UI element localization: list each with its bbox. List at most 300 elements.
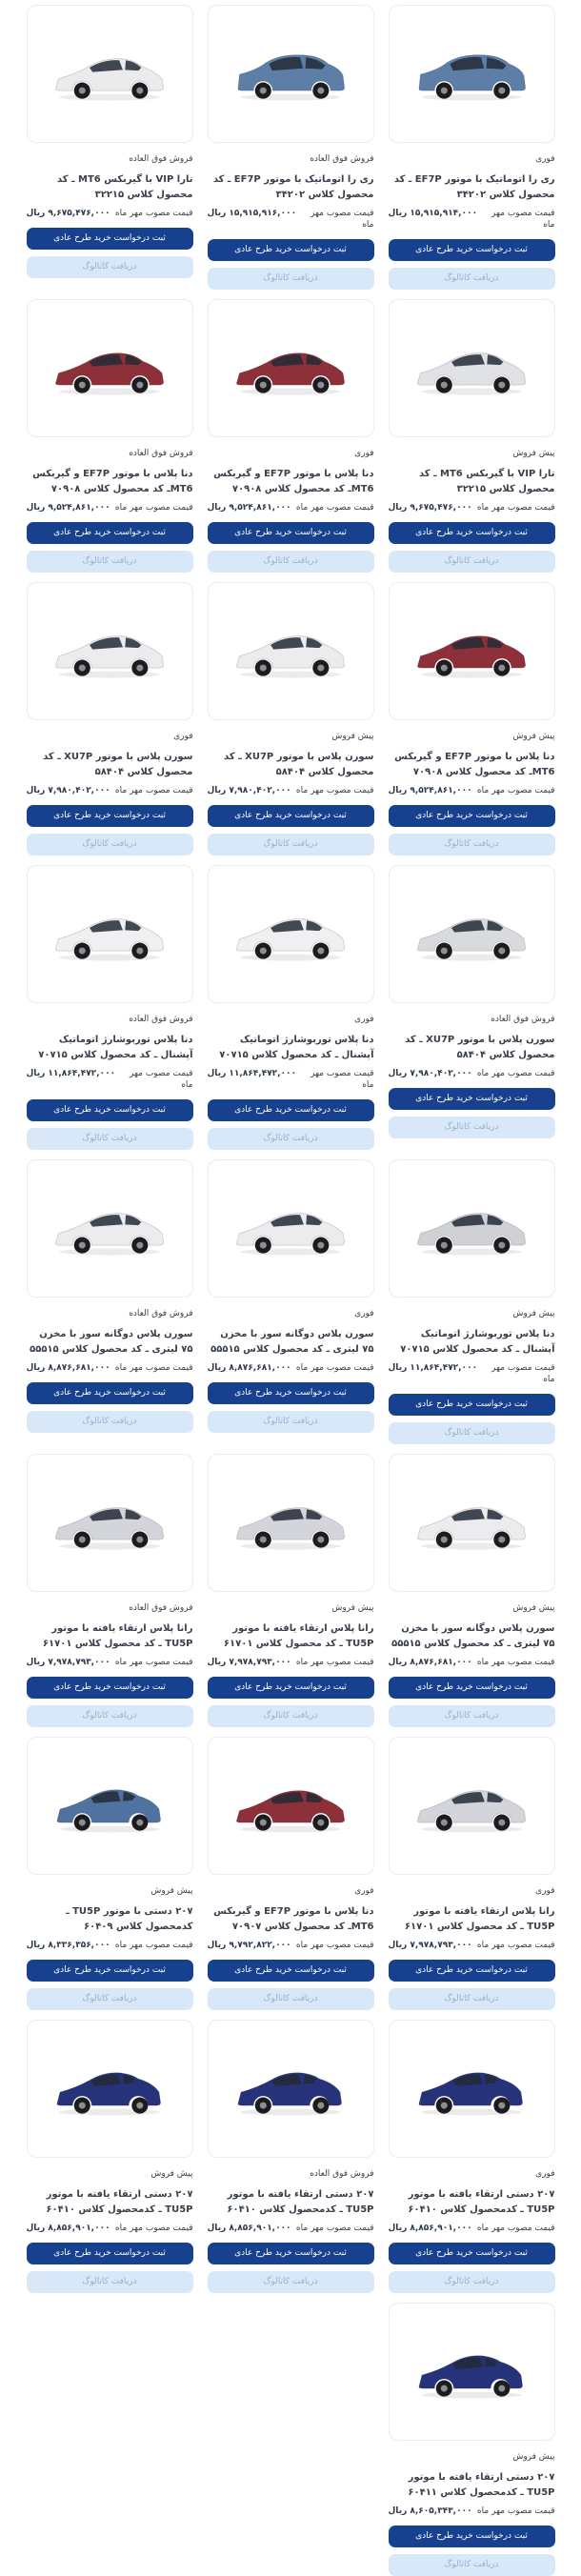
catalog-download-button[interactable]: دریافت کاتالوگ <box>27 1411 193 1433</box>
price-row <box>208 1940 374 1951</box>
car-wheel-front-hub <box>136 664 143 671</box>
car-wheel-front-hub <box>136 2102 143 2108</box>
car-wheel-rear-hub <box>260 381 267 388</box>
car-image <box>228 1197 353 1260</box>
product-card <box>389 1737 555 2010</box>
car-wheel-rear-hub <box>79 1536 86 1542</box>
car-wheel-rear-hub <box>260 1536 267 1542</box>
order-request-button[interactable]: ثبت درخواست خرید طرح عادی <box>208 1382 374 1404</box>
price-row <box>208 1068 374 1091</box>
price-value <box>27 208 110 219</box>
price-amount: ۱۱,۸۶۴,۴۷۲,۰۰۰ <box>410 1363 478 1373</box>
catalog-download-button[interactable]: دریافت کاتالوگ <box>208 834 374 855</box>
currency-label: ریال <box>26 1941 46 1950</box>
product-card <box>389 2020 555 2293</box>
car-wheel-rear-hub <box>441 381 448 388</box>
car-image <box>409 43 534 106</box>
catalog-download-button[interactable]: دریافت کاتالوگ <box>208 1988 374 2010</box>
price-value <box>389 785 472 796</box>
price-amount: ۱۱,۸۶۴,۴۷۲,۰۰۰ <box>48 1069 116 1078</box>
price-row <box>208 208 374 231</box>
currency-label: ریال <box>207 209 227 218</box>
product-title: ۲۰۷ دستی ارتقاء یافته با موتور TU5P ـ کدمحصول کلاس ۶۰۴۱۰ <box>408 2189 555 2215</box>
currency-label: ریال <box>26 1069 46 1078</box>
catalog-download-button[interactable]: دریافت کاتالوگ <box>208 2271 374 2293</box>
catalog-download-button[interactable]: دریافت کاتالوگ <box>389 2271 555 2293</box>
product-card <box>27 582 193 855</box>
price-row <box>389 502 555 513</box>
car-image <box>409 1492 534 1555</box>
catalog-download-button[interactable]: دریافت کاتالوگ <box>208 551 374 573</box>
price-row <box>27 502 193 513</box>
price-value <box>389 1362 478 1374</box>
catalog-download-button[interactable]: دریافت کاتالوگ <box>389 1988 555 2010</box>
order-request-button[interactable]: ثبت درخواست خرید طرح عادی <box>27 2243 193 2264</box>
car-image <box>47 2058 172 2121</box>
order-request-button[interactable]: ثبت درخواست خرید طرح عادی <box>208 805 374 827</box>
car-wheel-front-hub <box>498 381 505 388</box>
product-title: رانا پلاس ارتقاء یافته با موتور TU5P ـ کد محصول کلاس ۶۱۷۰۱ <box>404 1906 555 1932</box>
car-image <box>47 43 172 106</box>
car-image-box <box>208 1737 374 1875</box>
price-amount: ۹,۶۷۵,۴۷۶,۰۰۰ <box>48 209 110 218</box>
car-image-box <box>27 1737 193 1875</box>
car-wheel-front-hub <box>136 381 143 388</box>
car-image <box>228 1775 353 1838</box>
product-card <box>27 1737 193 2010</box>
car-wheel-rear-hub <box>260 87 267 93</box>
sale-type-badge: فروش فوق العاده <box>129 1015 193 1024</box>
product-title: دنا پلاس توربوشارژ اتوماتیک آپشنال ـ کد محصول کلاس ۷۰۷۱۵ <box>219 1035 374 1060</box>
price-amount: ۹,۷۹۲,۸۲۲,۰۰۰ <box>229 1941 291 1950</box>
car-wheel-rear-hub <box>79 1819 86 1825</box>
price-value <box>389 2506 472 2517</box>
car-image <box>409 337 534 400</box>
price-row <box>208 2223 374 2234</box>
car-wheel-rear-hub <box>441 1536 448 1542</box>
car-wheel-front-hub <box>498 1536 505 1542</box>
order-request-button[interactable]: ثبت درخواست خرید طرح عادی <box>389 1088 555 1110</box>
car-wheel-front-hub <box>317 1241 324 1248</box>
car-image-box <box>389 1454 555 1592</box>
price-value <box>27 1657 110 1668</box>
car-image-box <box>27 865 193 1003</box>
price-value <box>208 785 291 796</box>
price-value <box>389 1657 472 1668</box>
sale-type-badge: پیش فروش <box>331 732 374 741</box>
currency-label: ریال <box>26 209 46 218</box>
price-label: قیمت مصوب مهر ماه <box>114 503 193 513</box>
car-wheel-front-hub <box>498 664 505 671</box>
price-value <box>389 208 478 219</box>
car-wheel-front-hub <box>498 2102 505 2108</box>
product-title: دنا پلاس با موتور EF7P و گیربکس MT6ـ کد محصول کلاس ۷۰۹۰۷ <box>213 1906 374 1932</box>
car-wheel-rear-hub <box>260 1819 267 1825</box>
price-label: قیمت مصوب مهر ماه <box>295 786 374 795</box>
price-label: قیمت مصوب مهر ماه <box>130 1069 193 1090</box>
catalog-download-button[interactable]: دریافت کاتالوگ <box>389 1117 555 1138</box>
order-request-button[interactable]: ثبت درخواست خرید طرح عادی <box>208 1960 374 1982</box>
price-amount: ۸,۸۵۶,۹۰۱,۰۰۰ <box>410 2224 472 2233</box>
catalog-download-button[interactable]: دریافت کاتالوگ <box>208 1128 374 1150</box>
car-image-box <box>208 5 374 143</box>
currency-label: ریال <box>388 1941 408 1950</box>
price-row <box>27 1940 193 1951</box>
price-value <box>27 1362 110 1374</box>
car-wheel-front-hub <box>136 1241 143 1248</box>
car-image-box <box>389 865 555 1003</box>
product-card <box>208 865 374 1150</box>
car-wheel-rear-hub <box>260 947 267 954</box>
catalog-download-button[interactable]: دریافت کاتالوگ <box>389 268 555 290</box>
car-image-box <box>389 1159 555 1298</box>
product-title: سورن پلاس دوگانه سوز با مخزن ۷۵ لیتری ـ کد محصول کلاس ۵۵۵۱۵ <box>30 1329 193 1355</box>
car-wheel-front-hub <box>317 1819 324 1825</box>
product-title: رانا پلاس ارتقاء یافته با موتور TU5P ـ کد محصول کلاس ۶۱۷۰۱ <box>223 1623 374 1649</box>
price-amount: ۸,۸۷۶,۶۸۱,۰۰۰ <box>229 1363 291 1373</box>
sale-type-badge: فوری <box>354 1015 374 1024</box>
order-request-button[interactable]: ثبت درخواست خرید طرح عادی <box>389 1394 555 1416</box>
car-image <box>409 2341 534 2404</box>
order-request-button[interactable]: ثبت درخواست خرید طرح عادی <box>389 2526 555 2547</box>
currency-label: ریال <box>26 1363 46 1373</box>
catalog-download-button[interactable]: دریافت کاتالوگ <box>208 268 374 290</box>
price-amount: ۸,۸۷۶,۶۸۱,۰۰۰ <box>48 1363 110 1373</box>
car-image <box>47 337 172 400</box>
price-amount: ۷,۹۸۰,۴۰۲,۰۰۰ <box>229 786 291 795</box>
order-request-button[interactable]: ثبت درخواست خرید طرح عادی <box>27 805 193 827</box>
order-request-button[interactable]: ثبت درخواست خرید طرح عادی <box>27 1099 193 1121</box>
price-row <box>27 1657 193 1668</box>
price-label: قیمت مصوب مهر ماه <box>295 2224 374 2233</box>
product-card <box>27 1159 193 1444</box>
product-card <box>389 865 555 1150</box>
product-card <box>389 299 555 573</box>
order-request-button[interactable]: ثبت درخواست خرید طرح عادی <box>27 1677 193 1699</box>
product-card <box>208 582 374 855</box>
price-label: قیمت مصوب مهر ماه <box>114 1941 193 1950</box>
price-value <box>27 1940 110 1951</box>
currency-label: ریال <box>388 786 408 795</box>
catalog-download-button[interactable]: دریافت کاتالوگ <box>389 1422 555 1444</box>
product-title: سورن پلاس دوگانه سوز با مخزن ۷۵ لیتری ـ کد محصول کلاس ۵۵۵۱۵ <box>210 1329 374 1355</box>
price-label: قیمت مصوب مهر ماه <box>295 1363 374 1373</box>
price-value <box>208 1940 291 1951</box>
car-image <box>409 903 534 966</box>
product-card <box>208 1454 374 1727</box>
currency-label: ریال <box>26 786 46 795</box>
order-request-button[interactable]: ثبت درخواست خرید طرح عادی <box>389 522 555 544</box>
price-label: قیمت مصوب مهر ماه <box>476 503 555 513</box>
product-title: ری را اتوماتیک با موتور EF7P ـ کد محصول کلاس ۳۴۲۰۲ <box>393 174 555 200</box>
currency-label: ریال <box>207 1363 227 1373</box>
car-image <box>228 1492 353 1555</box>
price-row <box>389 2506 555 2517</box>
order-request-button[interactable]: ثبت درخواست خرید طرح عادی <box>389 2243 555 2264</box>
order-request-button[interactable]: ثبت درخواست خرید طرح عادی <box>208 1099 374 1121</box>
car-wheel-rear-hub <box>79 381 86 388</box>
car-wheel-front-hub <box>498 1819 505 1825</box>
price-amount: ۸,۸۷۶,۶۸۱,۰۰۰ <box>410 1658 472 1667</box>
sale-type-badge: فروش فوق العاده <box>129 154 193 164</box>
price-amount: ۸,۶۰۵,۳۴۳,۰۰۰ <box>410 2506 472 2516</box>
product-card <box>208 1737 374 2010</box>
price-label: قیمت مصوب مهر ماه <box>491 209 555 230</box>
price-value <box>27 502 110 513</box>
sale-type-badge: فوری <box>354 1309 374 1318</box>
car-image-box <box>389 582 555 720</box>
car-image-box <box>389 2020 555 2158</box>
price-value <box>208 208 297 219</box>
currency-label: ریال <box>26 503 46 513</box>
price-amount: ۷,۹۷۸,۷۹۳,۰۰۰ <box>229 1658 291 1667</box>
catalog-download-button[interactable]: دریافت کاتالوگ <box>27 1128 193 1150</box>
currency-label: ریال <box>388 2506 408 2516</box>
product-title: ۲۰۷ دستی ارتقاء یافته با موتور TU5P ـ کدمحصول کلاس ۶۰۴۱۱ <box>408 2472 555 2498</box>
price-label: قیمت مصوب مهر ماه <box>476 2506 555 2516</box>
currency-label: ریال <box>388 1658 408 1667</box>
price-amount: ۸,۳۳۶,۳۵۶,۰۰۰ <box>48 1941 110 1950</box>
product-card <box>208 299 374 573</box>
catalog-download-button[interactable]: دریافت کاتالوگ <box>389 834 555 855</box>
car-image <box>409 1197 534 1260</box>
car-image-box <box>27 5 193 143</box>
price-label: قیمت مصوب مهر ماه <box>114 786 193 795</box>
car-image-box <box>27 2020 193 2158</box>
price-row <box>27 1068 193 1091</box>
price-label: قیمت مصوب مهر ماه <box>114 1363 193 1373</box>
price-row <box>389 2223 555 2234</box>
currency-label: ریال <box>207 1658 227 1667</box>
car-image <box>228 903 353 966</box>
catalog-download-button[interactable]: دریافت کاتالوگ <box>27 551 193 573</box>
price-amount: ۹,۶۷۵,۴۷۶,۰۰۰ <box>410 503 472 513</box>
car-image-box <box>27 1159 193 1298</box>
sale-type-badge: پیش فروش <box>512 1309 555 1318</box>
catalog-download-button[interactable]: دریافت کاتالوگ <box>27 2271 193 2293</box>
catalog-download-button[interactable]: دریافت کاتالوگ <box>208 1411 374 1433</box>
car-wheel-front-hub <box>498 2385 505 2391</box>
product-card <box>208 1159 374 1444</box>
order-request-button[interactable]: ثبت درخواست خرید طرح عادی <box>389 1960 555 1982</box>
currency-label: ریال <box>26 2224 46 2233</box>
currency-label: ریال <box>388 1069 408 1078</box>
car-wheel-rear-hub <box>441 947 448 954</box>
car-wheel-front-hub <box>136 1819 143 1825</box>
currency-label: ریال <box>388 2224 408 2233</box>
product-card <box>389 1159 555 1444</box>
price-label: قیمت مصوب مهر ماه <box>476 786 555 795</box>
car-image-box <box>208 1159 374 1298</box>
price-amount: ۷,۹۷۸,۷۹۳,۰۰۰ <box>48 1658 110 1667</box>
price-row <box>208 785 374 796</box>
sale-type-badge: فروش فوق العاده <box>129 1603 193 1613</box>
car-image <box>409 2058 534 2121</box>
car-image-box <box>27 299 193 437</box>
catalog-download-button[interactable]: دریافت کاتالوگ <box>208 1705 374 1727</box>
order-request-button[interactable]: ثبت درخواست خرید طرح عادی <box>27 1960 193 1982</box>
product-title: سورن پلاس با موتور XU7P ـ کد محصول کلاس ۵۸۴۰۴ <box>43 752 193 777</box>
product-title: سورن پلاس با موتور XU7P ـ کد محصول کلاس ۵۸۴۰۴ <box>224 752 374 777</box>
product-card <box>27 5 193 290</box>
price-amount: ۹,۵۲۴,۸۶۱,۰۰۰ <box>410 786 472 795</box>
product-card <box>389 582 555 855</box>
car-wheel-rear-hub <box>260 2102 267 2108</box>
price-amount: ۸,۸۵۶,۹۰۱,۰۰۰ <box>48 2224 110 2233</box>
price-value <box>27 785 110 796</box>
car-wheel-front-hub <box>317 87 324 93</box>
price-row <box>27 1362 193 1374</box>
car-image-box <box>389 1737 555 1875</box>
order-request-button[interactable]: ثبت درخواست خرید طرح عادی <box>27 228 193 250</box>
car-wheel-front-hub <box>317 664 324 671</box>
product-card <box>389 1454 555 1727</box>
catalog-download-button[interactable]: دریافت کاتالوگ <box>389 1705 555 1727</box>
product-title: دنا پلاس با موتور EF7P و گیربکس MT6ـ کد محصول کلاس ۷۰۹۰۸ <box>213 469 374 494</box>
car-wheel-rear-hub <box>79 2102 86 2108</box>
catalog-download-button[interactable]: دریافت کاتالوگ <box>27 1988 193 2010</box>
car-image <box>47 1492 172 1555</box>
car-image <box>228 337 353 400</box>
car-image-box <box>389 2303 555 2441</box>
price-value <box>27 2223 110 2234</box>
sale-type-badge: فروش فوق العاده <box>129 1309 193 1318</box>
price-label: قیمت مصوب مهر ماه <box>295 503 374 513</box>
price-row <box>27 2223 193 2234</box>
order-request-button[interactable]: ثبت درخواست خرید طرح عادی <box>208 522 374 544</box>
car-wheel-rear-hub <box>260 664 267 671</box>
order-request-button[interactable]: ثبت درخواست خرید طرح عادی <box>208 239 374 261</box>
sale-type-badge: فروش فوق العاده <box>310 2169 374 2179</box>
sale-type-badge: فوری <box>173 732 193 741</box>
price-amount: ۱۵,۹۱۵,۹۱۶,۰۰۰ <box>229 209 297 218</box>
car-wheel-rear-hub <box>79 664 86 671</box>
price-amount: ۷,۹۸۰,۴۰۲,۰۰۰ <box>410 1069 472 1078</box>
price-label: قیمت مصوب مهر ماه <box>476 1658 555 1667</box>
price-label: قیمت مصوب مهر ماه <box>114 209 193 218</box>
price-row <box>208 1362 374 1374</box>
price-row <box>389 1940 555 1951</box>
product-title: ۲۰۷ دستی ارتقاء یافته با موتور TU5P ـ کدمحصول کلاس ۶۰۴۱۰ <box>227 2189 374 2215</box>
product-title: دنا پلاس با موتور EF7P و گیربکس MT6ـ کد محصول کلاس ۷۰۹۰۸ <box>394 752 555 777</box>
sale-type-badge: فوری <box>535 154 555 164</box>
price-amount: ۸,۸۵۶,۹۰۱,۰۰۰ <box>229 2224 291 2233</box>
car-wheel-rear-hub <box>79 1241 86 1248</box>
price-amount: ۷,۹۸۰,۴۰۲,۰۰۰ <box>48 786 110 795</box>
car-wheel-front-hub <box>498 87 505 93</box>
price-value <box>208 1362 291 1374</box>
car-wheel-rear-hub <box>441 2102 448 2108</box>
catalog-download-button[interactable]: دریافت کاتالوگ <box>27 1705 193 1727</box>
car-wheel-front-hub <box>498 1241 505 1248</box>
car-wheel-rear-hub <box>260 1241 267 1248</box>
catalog-download-button[interactable]: دریافت کاتالوگ <box>27 834 193 855</box>
order-request-button[interactable]: ثبت درخواست خرید طرح عادی <box>208 2243 374 2264</box>
price-label: قیمت مصوب مهر ماه <box>476 1941 555 1950</box>
price-row <box>208 502 374 513</box>
sale-type-badge: فوری <box>535 1886 555 1896</box>
currency-label: ریال <box>207 503 227 513</box>
price-value <box>208 502 291 513</box>
product-title: سورن پلاس دوگانه سوز با مخزن ۷۵ لیتری ـ کد محصول کلاس ۵۵۵۱۵ <box>391 1623 555 1649</box>
car-image-box <box>208 865 374 1003</box>
sale-type-badge: پیش فروش <box>331 1603 374 1613</box>
car-image <box>409 1775 534 1838</box>
price-amount: ۱۱,۸۶۴,۴۷۲,۰۰۰ <box>229 1069 297 1078</box>
catalog-download-button[interactable]: دریافت کاتالوگ <box>389 2554 555 2576</box>
sale-type-badge: فوری <box>535 2169 555 2179</box>
car-image-box <box>208 2020 374 2158</box>
car-image-box <box>27 582 193 720</box>
car-image-box <box>208 582 374 720</box>
car-image-box <box>389 299 555 437</box>
car-image <box>228 43 353 106</box>
sale-type-badge: پیش فروش <box>150 1886 193 1896</box>
order-request-button[interactable]: ثبت درخواست خرید طرح عادی <box>208 1677 374 1699</box>
car-wheel-rear-hub <box>441 87 448 93</box>
catalog-download-button[interactable]: دریافت کاتالوگ <box>389 551 555 573</box>
price-label: قیمت مصوب مهر ماه <box>295 1658 374 1667</box>
car-wheel-rear-hub <box>441 1819 448 1825</box>
sale-type-badge: پیش فروش <box>512 449 555 458</box>
currency-label: ریال <box>207 2224 227 2233</box>
product-card <box>208 2020 374 2293</box>
price-row <box>389 208 555 231</box>
price-value <box>208 2223 291 2234</box>
price-amount: ۹,۵۲۴,۸۶۱,۰۰۰ <box>229 503 291 513</box>
order-request-button[interactable]: ثبت درخواست خرید طرح عادی <box>389 1677 555 1699</box>
sale-type-badge: پیش فروش <box>512 732 555 741</box>
order-request-button[interactable]: ثبت درخواست خرید طرح عادی <box>27 1382 193 1404</box>
order-request-button[interactable]: ثبت درخواست خرید طرح عادی <box>389 805 555 827</box>
price-label: قیمت مصوب مهر ماه <box>476 2224 555 2233</box>
price-row <box>27 785 193 796</box>
product-title: سورن پلاس با موتور XU7P ـ کد محصول کلاس ۵۸۴۰۴ <box>405 1035 555 1060</box>
car-image-box <box>389 5 555 143</box>
order-request-button[interactable]: ثبت درخواست خرید طرح عادی <box>27 522 193 544</box>
currency-label: ریال <box>207 786 227 795</box>
product-title: تارا VIP با گیربکس MT6 ـ کد محصول کلاس ۳۲۲۱۵ <box>57 174 193 200</box>
car-image <box>47 903 172 966</box>
sale-type-badge: فروش فوق العاده <box>310 154 374 164</box>
price-label: قیمت مصوب مهر ماه <box>476 1069 555 1078</box>
catalog-download-button[interactable]: دریافت کاتالوگ <box>27 256 193 278</box>
price-value <box>389 2223 472 2234</box>
product-card <box>208 5 374 290</box>
price-row <box>389 1068 555 1079</box>
price-value <box>208 1657 291 1668</box>
car-wheel-front-hub <box>317 1536 324 1542</box>
price-row <box>208 1657 374 1668</box>
sale-type-badge: فوری <box>354 1886 374 1896</box>
car-wheel-front-hub <box>317 2102 324 2108</box>
car-image <box>228 2058 353 2121</box>
product-title: ری را اتوماتیک با موتور EF7P ـ کد محصول کلاس ۳۴۲۰۲ <box>212 174 374 200</box>
car-image <box>228 620 353 683</box>
sale-type-badge: پیش فروش <box>150 2169 193 2179</box>
price-value <box>208 1068 297 1079</box>
currency-label: ریال <box>26 1658 46 1667</box>
sale-type-badge: پیش فروش <box>512 2452 555 2462</box>
car-wheel-rear-hub <box>79 947 86 954</box>
order-request-button[interactable]: ثبت درخواست خرید طرح عادی <box>389 239 555 261</box>
price-row <box>27 208 193 219</box>
price-label: قیمت مصوب مهر ماه <box>114 2224 193 2233</box>
price-amount: ۹,۵۲۴,۸۶۱,۰۰۰ <box>48 503 110 513</box>
currency-label: ریال <box>207 1069 227 1078</box>
car-wheel-front-hub <box>317 947 324 954</box>
product-title: دنا پلاس با موتور EF7P و گیربکس MT6ـ کد محصول کلاس ۷۰۹۰۸ <box>32 469 193 494</box>
